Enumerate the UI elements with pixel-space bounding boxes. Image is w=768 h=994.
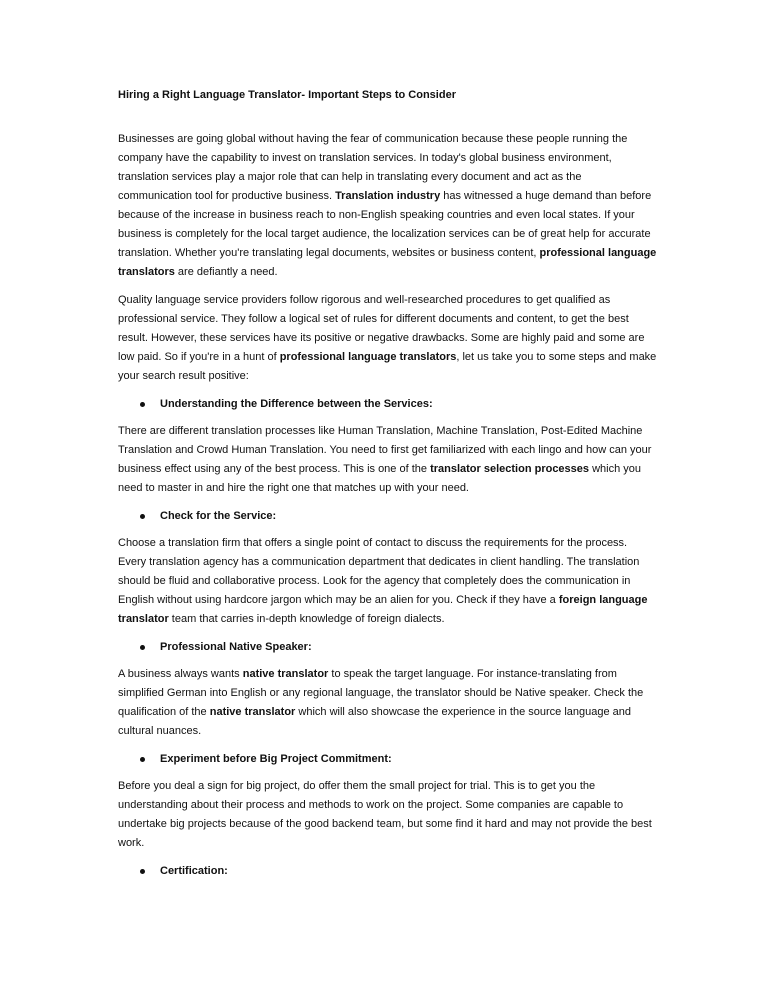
bold-keyword: professional language translators xyxy=(279,351,457,363)
paragraph-text: has witnessed a huge demand than before because of the increase in business reach to non-English speaking countries and even local states. If your business is completely for the local target audience, the localization services can be of great help for accurate translation. Whether you're translating legal documents, websites or business content, xyxy=(118,190,652,259)
bold-keyword: native translator xyxy=(242,668,329,680)
paragraph-native xyxy=(118,665,658,741)
paragraph-text: Businesses are going global without having the fear of communication because these people running the company have the capability to invest on translation services. In today's global business environment, translation services play a major role that can help in translating every document and act as the communication tool for productive business. xyxy=(118,133,628,202)
paragraph-text: which will also showcase the experience in the source language and cultural nuances. xyxy=(118,706,632,737)
bullet-dot-icon xyxy=(140,869,145,874)
paragraph-text: which you need to master in and hire the right one that matches up with your need. xyxy=(118,463,642,494)
paragraph-text: , let us take you to some steps and make your search result positive: xyxy=(118,351,657,382)
paragraph-service xyxy=(118,534,658,629)
bullet-label: Certification: xyxy=(160,865,228,877)
paragraph-text: A business always wants xyxy=(118,668,243,680)
paragraph-text: Choose a translation firm that offers a single point of contact to discuss the requirements for the process. Every translation agency has a communication department that dedicates in client handling. The translation should be fluid and collaborative process. Look for the agency that completely does the communication in English without using hardcore jargon which may be an alien for you. Check if they have a xyxy=(118,537,640,606)
document-title: Hiring a Right Language Translator- Important Steps to Consider xyxy=(118,89,456,101)
bullet-label: Experiment before Big Project Commitment: xyxy=(160,753,392,765)
paragraph-text: to speak the target language. For instance-translating from simplified German into English or any regional language, the translator should be Native speaker. Check the qualification of the xyxy=(118,668,644,718)
bullet-dot-icon xyxy=(140,402,145,407)
bold-keyword: professional language translators xyxy=(118,247,657,278)
paragraph-text: team that carries in-depth knowledge of foreign dialects. xyxy=(168,613,445,625)
paragraph-text: are defiantly a need. xyxy=(174,266,278,278)
bullet-experiment xyxy=(118,750,658,769)
paragraph-text: Before you deal a sign for big project, do offer them the small project for trial. This is to get you the understanding about their process and methods to work on the project. Some companies are capable to undertake big projects because of the good backend team, but some find it hard and may not provide the best work. xyxy=(118,780,652,849)
document-page xyxy=(118,86,658,889)
paragraph-text: There are different translation processes like Human Translation, Machine Translation, Post-Edited Machine Translation and Crowd Human Translation. You need to first get familiarized with each lingo and how can your business effect using any of the best process. This is one of the xyxy=(118,425,652,475)
paragraph-experiment xyxy=(118,777,658,853)
bold-keyword: native translator xyxy=(209,706,296,718)
bold-keyword: Translation industry xyxy=(335,190,441,202)
bullet-dot-icon xyxy=(140,645,145,650)
bullet-native-speaker xyxy=(118,638,658,657)
bold-keyword: foreign language translator xyxy=(118,594,648,625)
bullet-dot-icon xyxy=(140,514,145,519)
bullet-label: Professional Native Speaker: xyxy=(160,641,312,653)
paragraph-processes xyxy=(118,422,658,498)
bullet-certification xyxy=(118,862,658,881)
paragraph-intro xyxy=(118,130,658,282)
bold-keyword: translator selection processes xyxy=(430,463,590,475)
bullet-label: Understanding the Difference between the Services: xyxy=(160,398,433,410)
bullet-check-service xyxy=(118,507,658,526)
paragraph-text: Quality language service providers follow rigorous and well-researched procedures to get qualified as professional service. They follow a logical set of rules for different documents and content, to get the best result. However, these services have its positive or negative drawbacks. Some are highly paid and some are low paid. So if you're in a hunt of xyxy=(118,294,645,363)
bullet-understanding-difference xyxy=(118,395,658,414)
paragraph-quality xyxy=(118,291,658,386)
bullet-dot-icon xyxy=(140,757,145,762)
bullet-label: Check for the Service: xyxy=(160,510,277,522)
